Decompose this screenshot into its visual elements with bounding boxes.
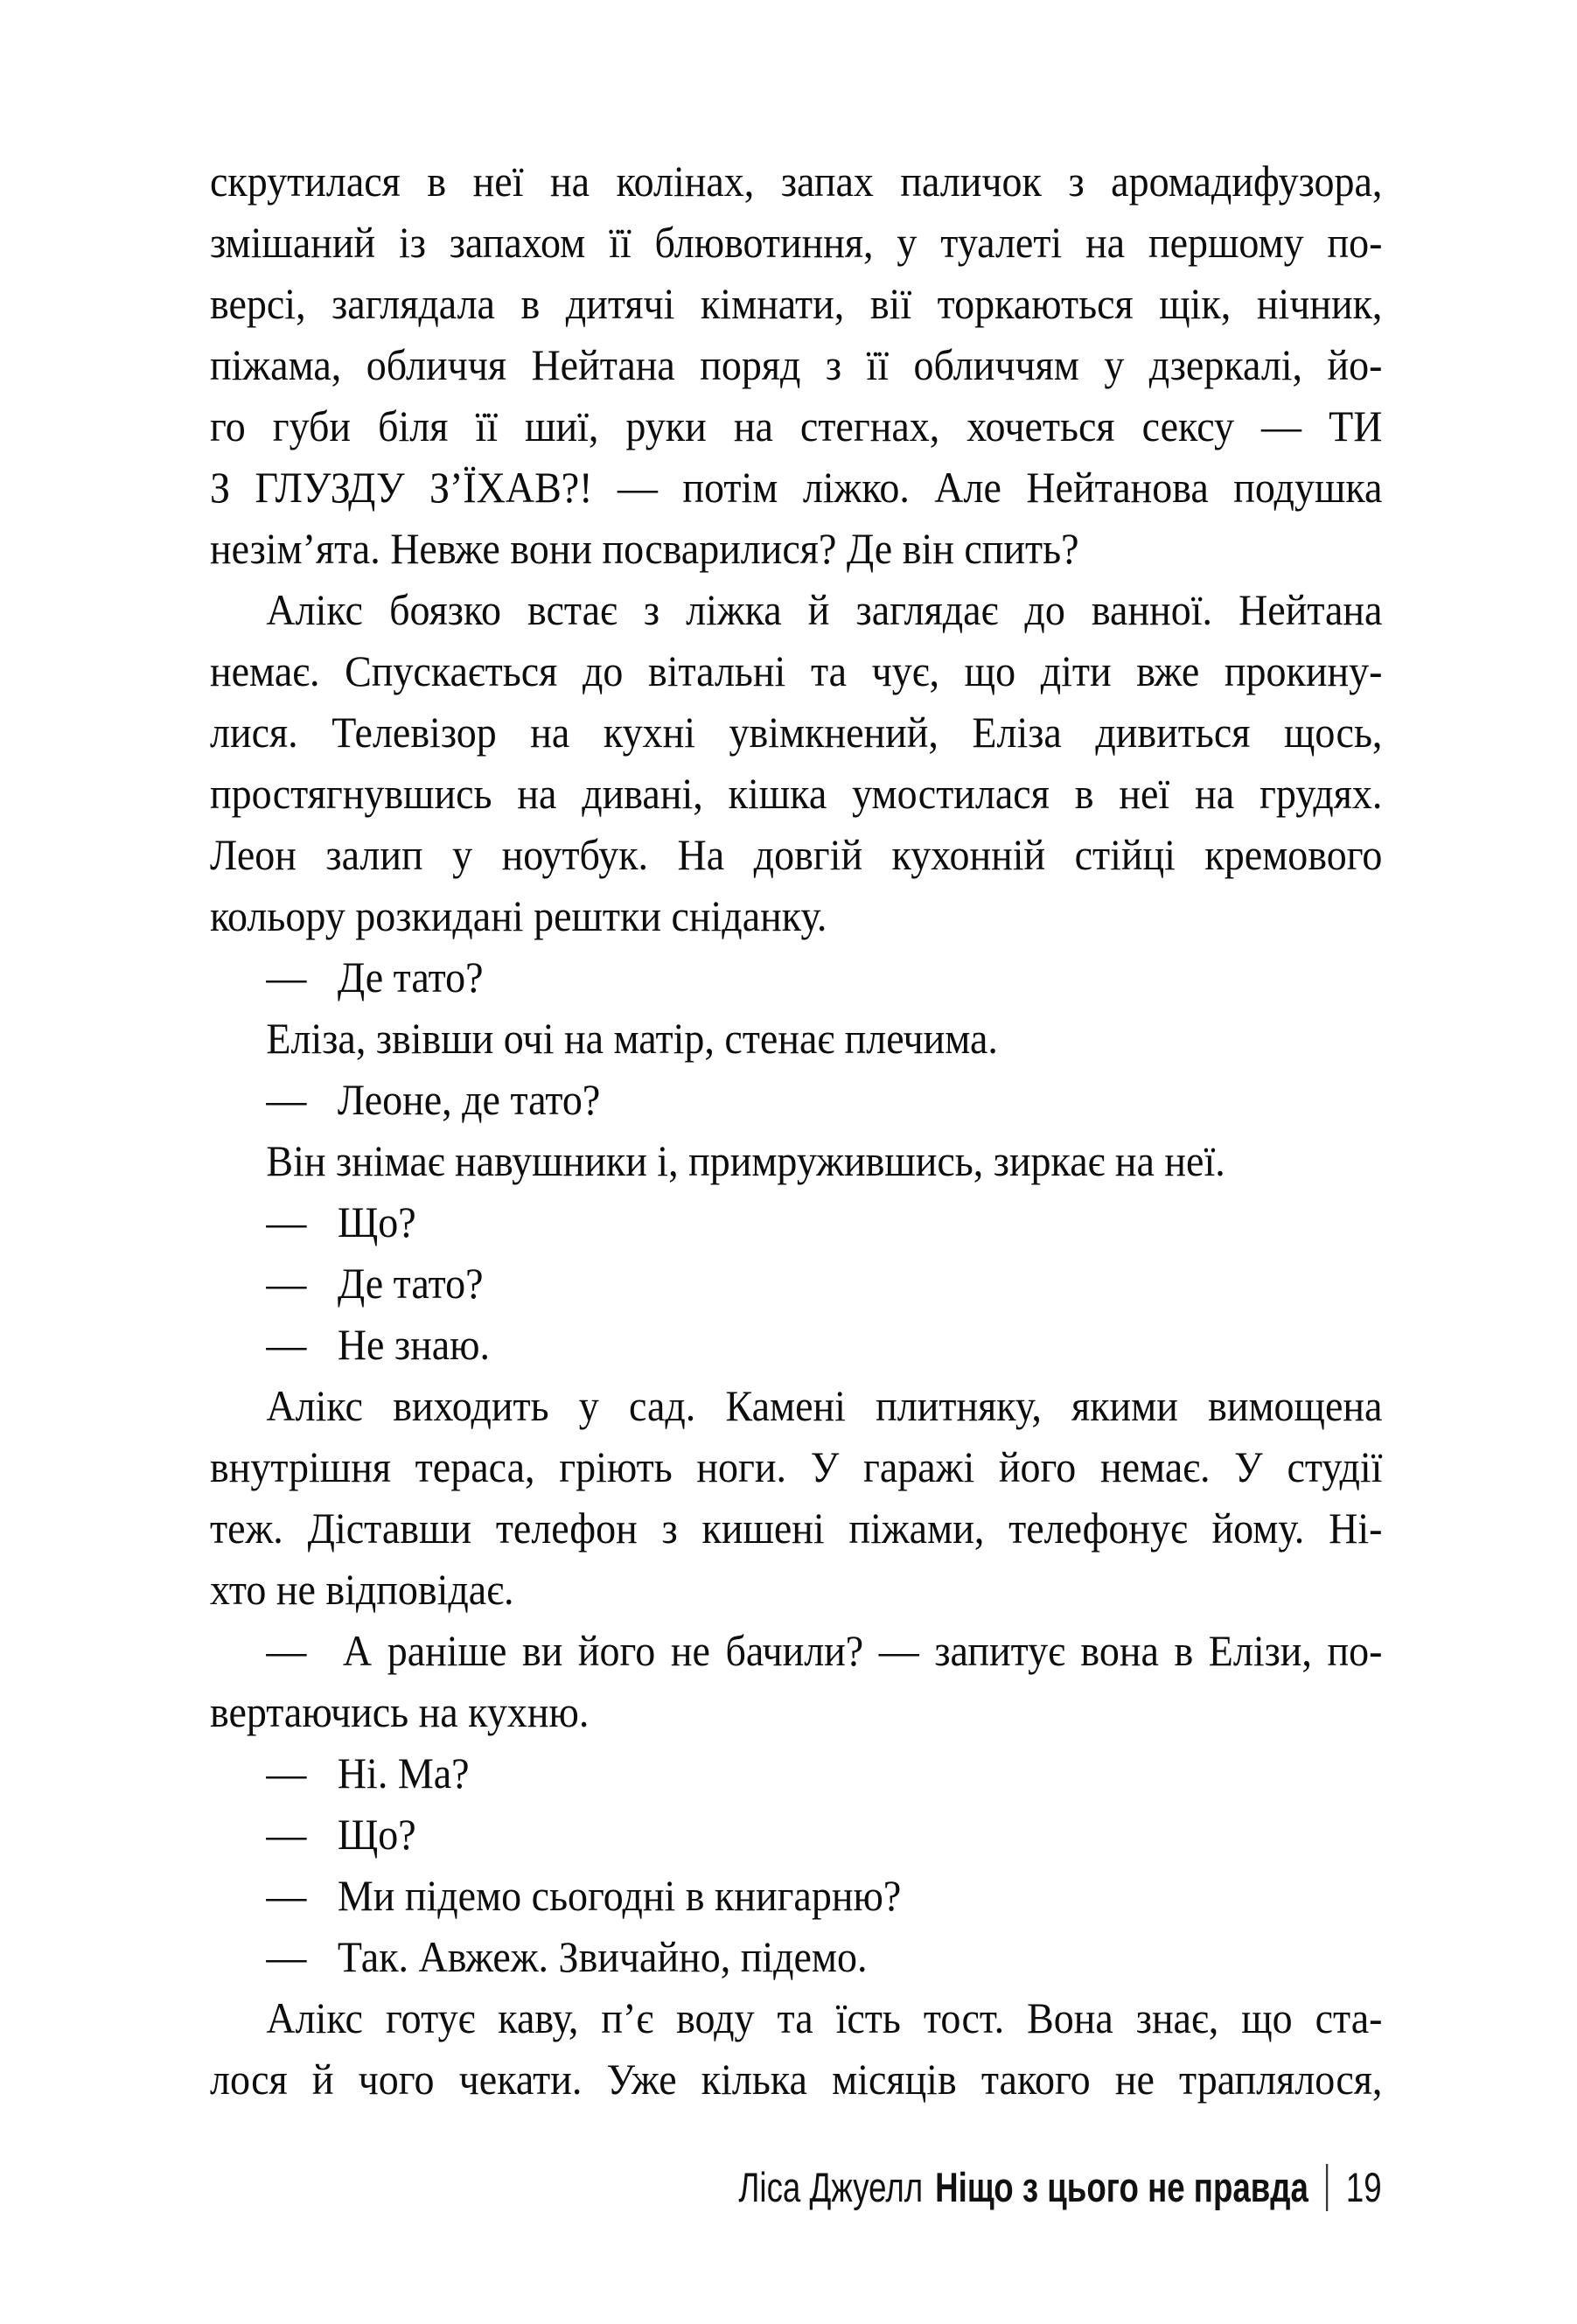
body-line: Еліза, звівши очі на матір, стенає плечима. bbox=[266, 1014, 998, 1063]
page-footer bbox=[739, 2162, 1382, 2213]
body-line: незім’ята. Невже вони посварилися? Де він спить? bbox=[210, 524, 1079, 573]
body-line: — Леоне, де тато? bbox=[266, 1075, 601, 1124]
body-line: — Що? bbox=[266, 1197, 416, 1246]
footer-page-number: 19 bbox=[1346, 2164, 1382, 2210]
body-line: піжама, обличчя Нейтана поряд з її обличчям у дзеркалі, йо- bbox=[210, 340, 1383, 389]
body-line: скрутилася в неї на колінах, запах паличок з аромадифузора, bbox=[210, 157, 1383, 206]
body-line: Леон залип у ноутбук. На довгій кухонній стійці кремового bbox=[210, 830, 1383, 879]
body-line: — Не знаю. bbox=[266, 1320, 491, 1369]
body-line: немає. Спускається до вітальні та чує, що діти вже прокину- bbox=[210, 646, 1383, 695]
body-line: З ГЛУЗДУ З’ЇХАВ?! — потім ліжко. Але Нейтанова подушка bbox=[210, 463, 1383, 512]
body-line: лося й чого чекати. Уже кілька місяців такого не траплялося, bbox=[210, 2055, 1383, 2104]
body-line: — Так. Авжеж. Звичайно, підемо. bbox=[266, 1932, 868, 1981]
body-line: — Ми підемо сьогодні в книгарню? bbox=[266, 1871, 902, 1920]
body-line: простягнувшись на дивані, кішка умостилася в неї на грудях. bbox=[210, 769, 1383, 818]
body-text-block bbox=[210, 150, 1382, 2110]
body-line: го губи біля її шиї, руки на стегнах, хочеться сексу — ТИ bbox=[210, 401, 1383, 450]
body-line: — Де тато? bbox=[266, 1259, 484, 1308]
body-line: Він знімає навушники і, примружившись, зиркає на неї. bbox=[266, 1136, 1225, 1185]
body-line: Алікс боязко встає з ліжка й заглядає до ванної. Нейтана bbox=[266, 585, 1383, 634]
body-line: Алікс готує каву, п’є воду та їсть тост. Вона знає, що ста- bbox=[266, 1993, 1383, 2042]
body-line: — Що? bbox=[266, 1810, 416, 1859]
body-line: версі, заглядала в дитячі кімнати, вії торкаються щік, нічник, bbox=[210, 279, 1383, 328]
body-line: — Ні. Ма? bbox=[266, 1748, 470, 1797]
body-line: теж. Діставши телефон з кишені піжами, телефонує йому. Ні- bbox=[210, 1504, 1383, 1553]
body-line: змішаний із запахом її блювотиння, у туалеті на першому по- bbox=[210, 218, 1383, 267]
body-line: хто не відповідає. bbox=[210, 1565, 514, 1614]
body-line: — Де тато? bbox=[266, 953, 484, 1001]
footer-book-title: Ніщо з цього не правда bbox=[935, 2164, 1309, 2210]
footer-divider bbox=[1327, 2164, 1329, 2211]
body-line: лися. Телевізор на кухні увімкнений, Еліза дивиться щось, bbox=[210, 708, 1383, 757]
body-line: — А раніше ви його не бачили? — запитує вона в Елізи, по- bbox=[266, 1626, 1383, 1675]
body-line: внутрішня тераса, гріють ноги. У гаражі його немає. У студії bbox=[210, 1442, 1383, 1491]
body-line: вертаючись на кухню. bbox=[210, 1687, 590, 1736]
body-line: кольору розкидані рештки сніданку. bbox=[210, 891, 827, 940]
footer-author: Ліса Джуелл bbox=[738, 2164, 924, 2210]
body-line: Алікс виходить у сад. Камені плитняку, якими вимощена bbox=[266, 1381, 1383, 1430]
